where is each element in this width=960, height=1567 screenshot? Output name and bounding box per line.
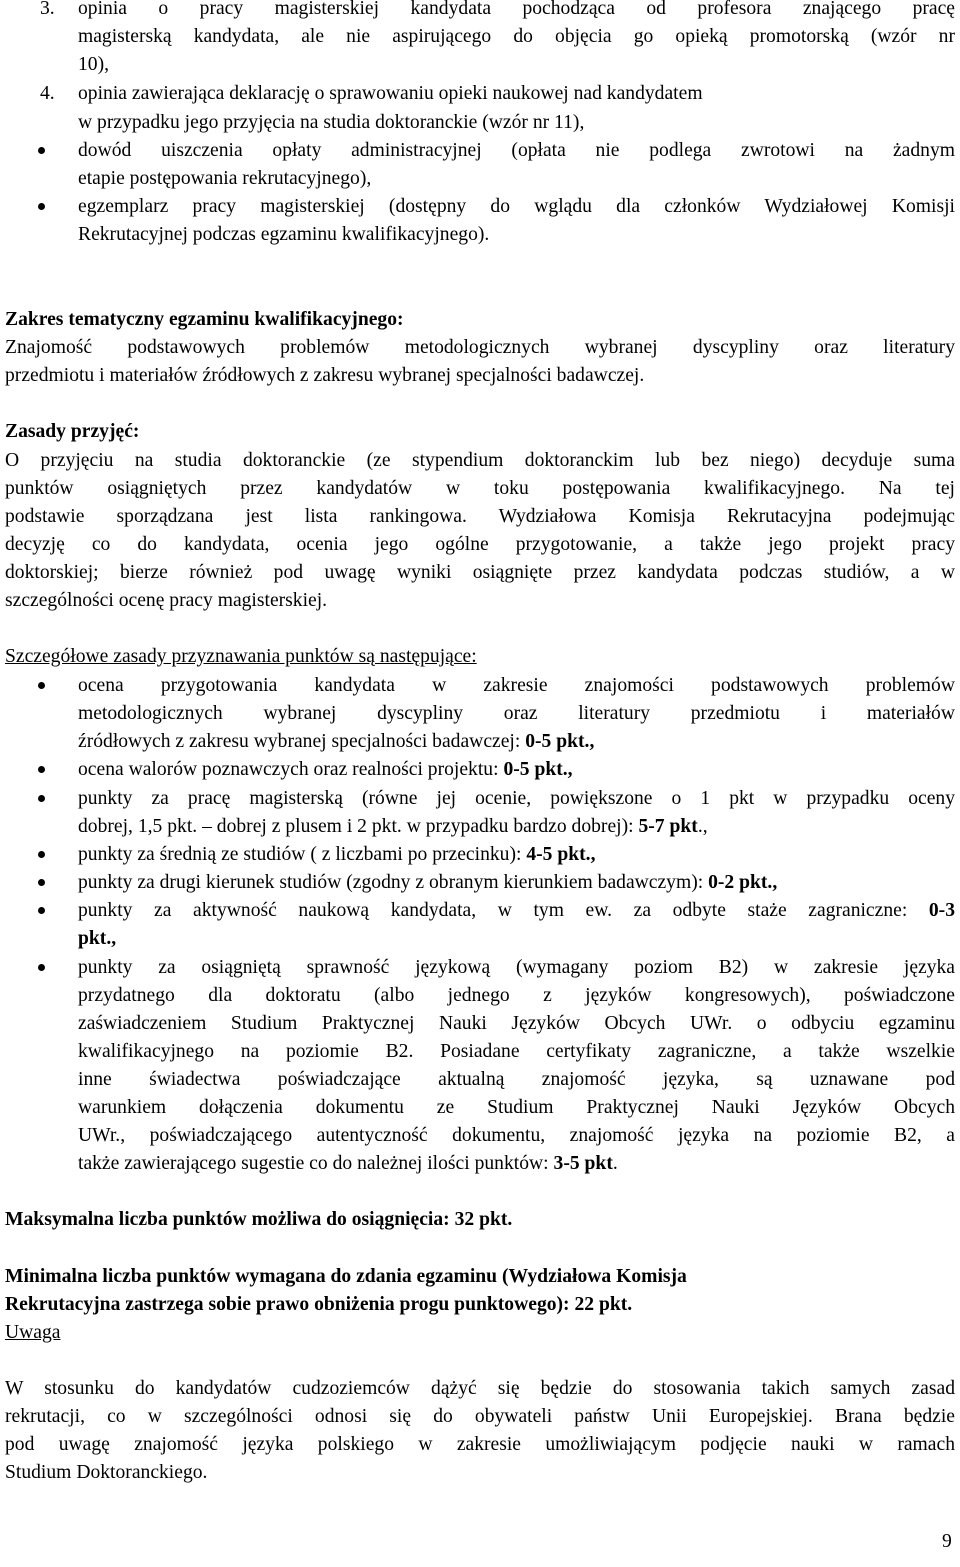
points-item-4-line-1 xyxy=(78,841,595,869)
uwaga-line-1: W stosunku do kandydatów cudzoziemców dążyć się będzie do stosowania takich samych zasad xyxy=(5,1378,955,1399)
points-item-7-line-1: punkty za osiągniętą sprawność językową (wymagany poziom B2) w zakresie języka xyxy=(78,957,955,978)
list-item-3-line-2: magisterską kandydata, ale nie aspirującego do objęcia go opieką promotorską (wzór nr xyxy=(78,26,955,47)
list-item-3-line-3: 10), xyxy=(78,54,110,75)
list-number-4: 4. xyxy=(40,83,55,104)
bullet-icon xyxy=(38,964,45,971)
points-item-7-suffix: . xyxy=(612,1153,618,1174)
points-item-2-value: 0-5 pkt., xyxy=(503,759,573,780)
zakres-line-2: przedmiotu i materiałów źródłowych z zakresu wybranej specjalności badawczej. xyxy=(5,365,645,386)
min-points-line-1: Minimalna liczba punktów wymagana do zdania egzaminu (Wydziałowa Komisja xyxy=(5,1266,687,1287)
bullet-icon xyxy=(38,147,45,154)
points-item-4-value: 4-5 pkt., xyxy=(526,844,596,865)
points-item-1-value: 0-5 pkt., xyxy=(525,731,595,752)
zasady-line-4: decyzję co do kandydata, ocenia jego ogólne przygotowanie, a także jego projekt pracy xyxy=(5,534,955,555)
points-item-6-text: punkty za aktywność naukową kandydata, w tym ew. za odbyte staże zagraniczne: xyxy=(78,900,929,921)
zasady-heading: Zasady przyjęć: xyxy=(5,421,140,442)
points-item-3-text: dobrej, 1,5 pkt. – dobrej z plusem i 2 pkt. w przypadku bardzo dobrej): xyxy=(78,816,639,837)
points-item-7-line-2: przydatnego dla doktoratu (albo jednego z języków kongresowych), poświadczone xyxy=(78,985,955,1006)
list-item-4-line-2: w przypadku jego przyjęcia na studia doktoranckie (wzór nr 11), xyxy=(78,112,585,133)
list-item-egzemplarz-line-1: egzemplarz pracy magisterskiej (dostępny do wglądu dla członków Wydziałowej Komisji xyxy=(78,196,955,217)
list-item-egzemplarz-line-2: Rekrutacyjnej podczas egzaminu kwalifikacyjnego). xyxy=(78,224,490,245)
points-item-3-value: 5-7 pkt xyxy=(638,816,698,837)
points-item-1-line-2: metodologicznych wybranej dyscypliny oraz literatury przedmiotu i materiałów xyxy=(78,703,955,724)
bullet-icon xyxy=(38,879,45,886)
points-item-5-line-1 xyxy=(78,869,777,897)
bullet-icon xyxy=(38,795,45,802)
list-item-oplata-line-1: dowód uiszczenia opłaty administracyjnej (opłata nie podlega zwrotowi na żadnym xyxy=(78,140,955,161)
bullet-icon xyxy=(38,682,45,689)
points-item-7-line-5: inne świadectwa poświadczające aktualną znajomość języka, są uznawane pod xyxy=(78,1069,955,1090)
points-item-7-line-7: UWr., poświadczającego autentyczność dokumentu, znajomość języka na poziomie B2, a xyxy=(78,1125,955,1146)
points-item-7-value: 3-5 pkt xyxy=(553,1153,613,1174)
points-item-1-line-1: ocena przygotowania kandydata w zakresie znajomości podstawowych problemów xyxy=(78,675,955,696)
list-item-3-line-1: opinia o pracy magisterskiej kandydata pochodząca od profesora znającego pracę xyxy=(78,0,955,19)
zasady-line-3: podstawie sporządzana jest lista rankingowa. Wydziałowa Komisja Rekrutacyjna podejmując xyxy=(5,506,955,527)
zasady-line-6: szczególności ocenę pracy magisterskiej. xyxy=(5,590,328,611)
points-item-5-text: punkty za drugi kierunek studiów (zgodny z obranym kierunkiem badawczym): xyxy=(78,872,709,893)
points-item-7-line-6: warunkiem dołączenia dokumentu ze Studium Praktycznej Nauki Języków Obcych xyxy=(78,1097,955,1118)
points-item-7-text: także zawierającego sugestie co do należnej ilości punktów: xyxy=(78,1153,554,1174)
points-item-1-line-3 xyxy=(78,728,594,756)
points-item-7-line-3: zaświadczeniem Studium Praktycznej Nauki Języków Obcych UWr. o odbyciu egzaminu xyxy=(78,1013,955,1034)
points-item-2-text: ocena walorów poznawczych oraz realności projektu: xyxy=(78,759,504,780)
points-item-6-line-1 xyxy=(78,897,955,925)
points-item-3-line-2 xyxy=(78,813,708,841)
bullet-icon xyxy=(38,766,45,773)
points-item-3-suffix: ., xyxy=(697,816,708,837)
points-item-3-line-1: punkty za pracę magisterską (równe jej ocenie, powiększone o 1 pkt w przypadku oceny xyxy=(78,788,955,809)
szczegolowe-heading: Szczegółowe zasady przyznawania punktów są następujące: xyxy=(5,646,477,667)
points-item-5-value: 0-2 pkt., xyxy=(708,872,778,893)
zasady-line-1: O przyjęciu na studia doktoranckie (ze stypendium doktoranckim lub bez niego) decyduje suma xyxy=(5,450,955,471)
points-item-7-line-8 xyxy=(78,1150,618,1178)
points-item-4-text: punkty za średnią ze studiów ( z liczbami po przecinku): xyxy=(78,844,527,865)
uwaga-line-3: pod uwagę znajomość języka polskiego w zakresie umożliwiającym podjęcie nauki w ramach xyxy=(5,1434,955,1455)
max-points-statement: Maksymalna liczba punktów możliwa do osiągnięcia: 32 pkt. xyxy=(5,1209,513,1230)
zasady-line-2: punktów osiągniętych przez kandydatów w toku postępowania kwalifikacyjnego. Na tej xyxy=(5,478,955,499)
bullet-icon xyxy=(38,907,45,914)
points-item-2-line-1 xyxy=(78,756,573,784)
points-item-1-text: źródłowych z zakresu wybranej specjalności badawczej: xyxy=(78,731,526,752)
uwaga-heading: Uwaga xyxy=(5,1322,61,1343)
bullet-icon xyxy=(38,203,45,210)
list-number-3: 3. xyxy=(40,0,55,19)
zakres-heading: Zakres tematyczny egzaminu kwalifikacyjnego: xyxy=(5,309,404,330)
uwaga-line-4: Studium Doktoranckiego. xyxy=(5,1462,208,1483)
page-number: 9 xyxy=(942,1531,952,1552)
points-item-6-line-2: pkt., xyxy=(78,928,117,949)
zakres-line-1: Znajomość podstawowych problemów metodologicznych wybranej dyscypliny oraz literatury xyxy=(5,337,955,358)
min-points-line-2: Rekrutacyjna zastrzega sobie prawo obniżenia progu punktowego): 22 pkt. xyxy=(5,1294,633,1315)
zasady-line-5: doktorskiej; bierze również pod uwagę wyniki osiągnięte przez kandydata podczas studiów, a w xyxy=(5,562,955,583)
points-item-7-line-4: kwalifikacyjnego na poziomie B2. Posiadane certyfikaty zagraniczne, a także wszelkie xyxy=(78,1041,955,1062)
bullet-icon xyxy=(38,851,45,858)
uwaga-line-2: rekrutacji, co w szczególności odnosi się do obywateli państw Unii Europejskiej. Brana będzie xyxy=(5,1406,955,1427)
points-item-6-value: 0-3 xyxy=(928,900,955,921)
list-item-oplata-line-2: etapie postępowania rekrutacyjnego), xyxy=(78,168,372,189)
list-item-4-line-1: opinia zawierająca deklarację o sprawowaniu opieki naukowej nad kandydatem xyxy=(78,83,703,104)
